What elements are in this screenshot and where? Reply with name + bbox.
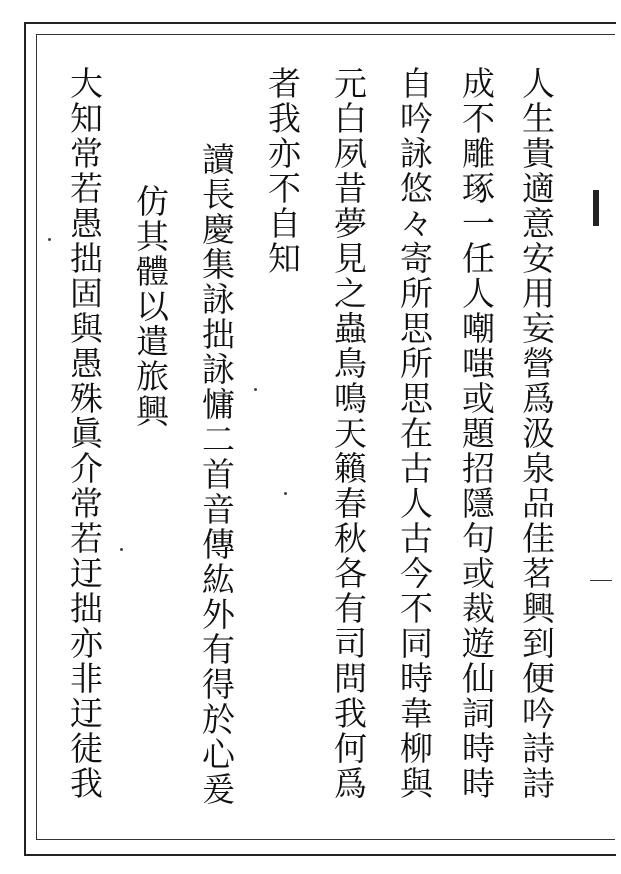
text-column-3: 自吟詠悠々寄所思所思在古人古今不同時韋柳與 [395, 66, 434, 801]
text-column-4: 元白夙昔夢見之蟲鳥鳴天籟春秋各有司問我何爲 [329, 66, 368, 801]
text-column-8: 大知常若愚拙固與愚殊眞介常若迂拙亦非迂徒我 [65, 66, 104, 801]
text-column-6: 讀長慶集詠拙詠慵二首音傳紘外有得於心爰 [197, 142, 236, 807]
ink-speck [284, 492, 287, 495]
text-column-2: 成不雕琢一任人嘲嗤或題招隱句或裁遊仙詞時時 [457, 66, 496, 801]
ink-speck [48, 238, 51, 241]
text-column-7: 仿其體以遣旅興 [131, 184, 170, 429]
text-column-5: 者我亦不自知 [263, 66, 302, 276]
ink-speck [120, 548, 123, 551]
edge-tick-mark [590, 580, 612, 581]
binding-tab-mark [593, 190, 599, 226]
text-column-1: 人生貴適意安用妄營爲汲泉品佳茗興到便吟詩詩 [517, 66, 556, 801]
ink-speck [254, 388, 257, 391]
